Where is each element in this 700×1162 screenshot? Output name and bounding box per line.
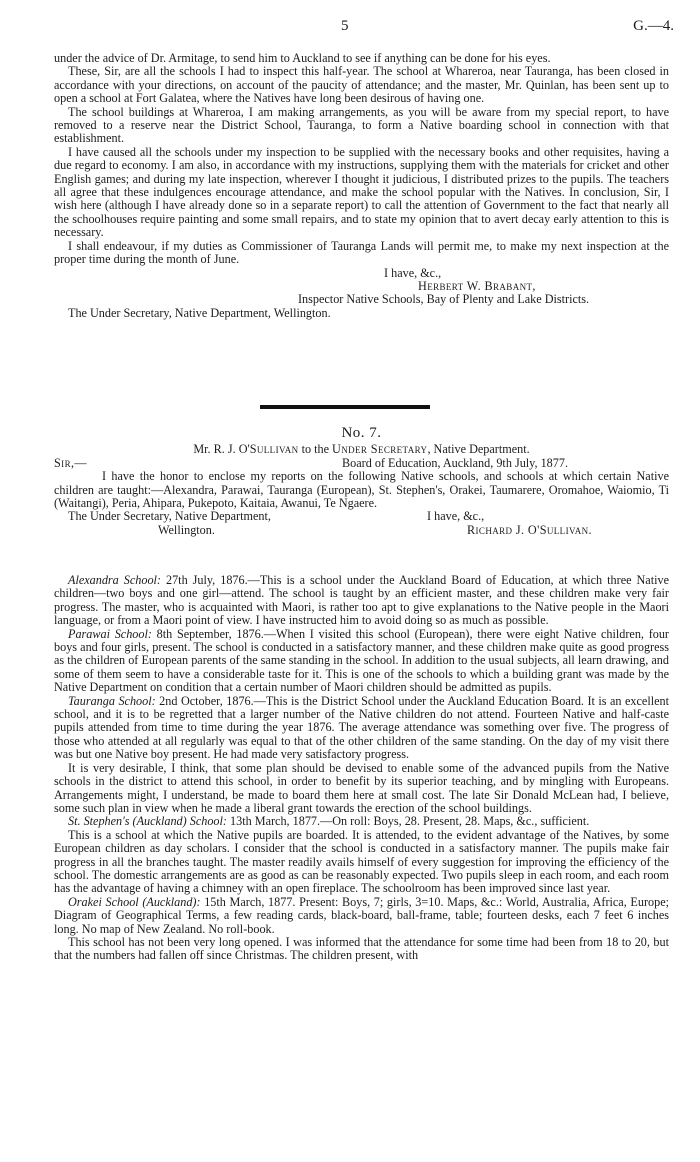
document-reference: G.—4. xyxy=(633,18,674,34)
school-paragraph-parawai: Parawai School: 8th September, 1876.—When I visited this school (European), there were eight Native children, four boys and four girls, present. The school is conducted in a satisfactory manner, and these children make quite as good progress as the children of European parents of the same standing in the school. In addition to the usual subjects, all learn drawing, and some of them seem to have a considerable taste for it. This is one of the schools to which a building grant was made by the Native Department on condition that a certain number of Maori children should be admitted as pupils. xyxy=(54,626,669,695)
signatory-name: Herbert W. Brabant, xyxy=(418,278,536,293)
school-paragraph-alexandra: Alexandra School: 27th July, 1876.—This is a school under the Auckland Board of Education, at which three Native children—two boys and one girl—attend. The school is taught by an efficient master, and these children make very fair progress. The master, who is acquainted with Maori, is rather too apt to give explanations to the Native people in the Maori language, or from a Maori point of view. I have instructed him to avoid doing so as much as possible. xyxy=(54,573,669,628)
school-paragraph-st-stephens: St. Stephen's (Auckland) School: 13th March, 1877.—On roll: Boys, 28. Present, 28. Maps, &c., sufficient. xyxy=(68,814,590,829)
school-paragraph-tauranga: Tauranga School: 2nd October, 1876.—This is the District School under the Auckland Education Board. It is an excellent school, and it is to be regretted that a larger number of the Native children do not attend. Fourteen Native and half-caste pupils attended from time to time during the year 1876. The average attendance was something over five. The progress of those who attended at all regularly was equal to that of the other children of the same standing. On the day of my visit there was but one Native boy present. He had made very satisfactory progress. xyxy=(54,693,669,762)
addressee-row-2 xyxy=(54,524,669,537)
school-paragraph-tauranga-2: It is very desirable, I think, that some plan should be devised to enable some of the advanced pupils from the Native schools in the district to attend this school, in order to benefit by its superior teaching, and by mingling with Europeans. Arrangements might, I understand, be made to board them here at small cost. The late Sir Donald McLean had, I believe, some such plan in view when he made a liberal grant towards the erection of the school buildings. xyxy=(54,760,669,815)
paragraph: These, Sir, are all the schools I had to inspect this half-year. The school at Whareroa, near Tauranga, has been closed in accordance with your directions, on account of the paucity of attendance; and the master, Mr. Quinlan, has been sent up to open a school at Fort Galatea, where the Natives have long been desirous of having one. xyxy=(54,64,669,106)
school-paragraph-st-stephens-2: This is a school at which the Native pupils are boarded. It is attended, to the evident advantage of the Natives, by some European children as day scholars. I consider that the school is conducted in a satisfactory manner. The pupils make fair progress in all the branches taught. The master readily avails himself of every suggestion for improving the efficiency of the school. The domestic arrangements are as good as can be reasonably expected. Two pupils sleep in each room, and each room has the advantage of having a chimney with an open fireplace. The schoolroom has been improved since last year. xyxy=(54,827,669,896)
signatory-name: Richard J. O'Sullivan. xyxy=(467,522,592,537)
paragraph: The school buildings at Whareroa, I am making arrangements, as you will be aware from my special report, to have removed to a reserve near the District School, Tauranga, to form a Native boarding school in connection with that establishment. xyxy=(54,104,669,146)
school-name: Alexandra School: xyxy=(68,573,161,587)
school-paragraph-orakei-2: This school has not been very long opened. I was informed that the attendance for some time had been from 18 to 20, but that the numbers had fallen off since Christmas. The children present, with xyxy=(54,934,669,963)
addressee-row-1 xyxy=(54,510,669,523)
school-reports xyxy=(54,574,669,963)
school-name: Parawai School: xyxy=(68,626,152,641)
place-date: Board of Education, Auckland, 9th July, 1877. xyxy=(342,455,568,470)
school-name: St. Stephen's (Auckland) School: xyxy=(68,814,227,829)
salutation-row xyxy=(54,457,669,470)
report-continuation xyxy=(54,52,669,320)
section-divider xyxy=(260,405,430,409)
closing-line: I have, &c., xyxy=(384,265,442,280)
report-subtitle: Mr. R. J. O'Sullivan to the Under Secretary, Native Department. xyxy=(193,442,530,457)
page-number: 5 xyxy=(341,18,349,34)
report-heading xyxy=(54,427,669,537)
paragraph: I shall endeavour, if my duties as Commissioner of Tauranga Lands will permit me, to make my next inspection at the proper time during the month of June. xyxy=(54,238,669,267)
school-name: Orakei School (Auckland): xyxy=(68,894,201,909)
addressee-city: Wellington. xyxy=(158,522,215,537)
closing-line: I have, &c., xyxy=(427,509,485,524)
paragraph: under the advice of Dr. Armitage, to send him to Auckland to see if anything can be done for his eyes. xyxy=(54,51,551,65)
salutation: Sir,— xyxy=(54,455,88,470)
paragraph: I have caused all the schools under my inspection to be supplied with the necessary books and other requisites, having a due regard to economy. I am also, in accordance with my instructions, supplying them with the materials for cricket and other English games; and during my late inspection, wherever I thought it judicious, I distributed prizes to the pupils. The teachers all agree that these indulgences encourage attendance, and make the school popular with the Natives. In conclusion, Sir, I wish here (although I have already done so in a separate report) to call the attention of Government to the fact that nearly all the schoolhouses require painting and some small repairs, and to state my opinion that to avert decay early attention to this is necessary. xyxy=(54,144,669,240)
school-paragraph-orakei: Orakei School (Auckland): 15th March, 1877. Present: Boys, 7; girls, 3=10. Maps, &c.: World, Australia, Africa, Europe; Diagram of Geographical Terms, a few reading cards, black-board, ball-frame, table; fourteen desks, each 7 feet 6 inches long. No map of New Zealand. No roll-book. xyxy=(54,894,669,936)
addressee-line: The Under Secretary, Native Department, Wellington. xyxy=(68,305,331,320)
report-number: No. 7. xyxy=(341,425,382,441)
intro-paragraph: I have the honor to enclose my reports on the following Native schools, and schools at which certain Native children are taught:—Alexandra, Parawai, Tauranga (European), St. Stephen's, Orakei, Taumarere, Oromahoe, Waiomio, Ti (Waitangi), Peria, Ahipara, Pukepoto, Kaitaia, Awanui, Te Ngaere. xyxy=(54,469,669,511)
school-name: Tauranga School: xyxy=(68,693,156,708)
page-header xyxy=(0,20,700,40)
addressee-line: The Under Secretary, Native Department, xyxy=(68,509,271,524)
signatory-title: Inspector Native Schools, Bay of Plenty and Lake Districts. xyxy=(298,292,590,307)
